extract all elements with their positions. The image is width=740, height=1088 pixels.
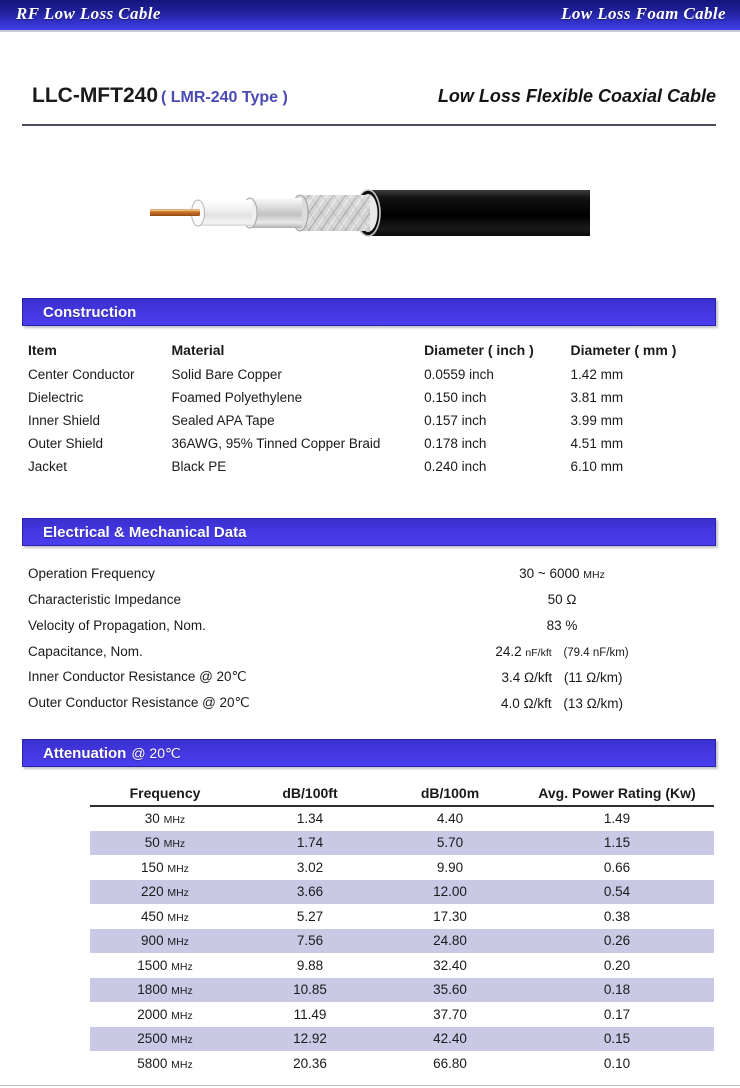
cell-material: Solid Bare Copper: [171, 367, 282, 382]
col-header-material: Material: [171, 341, 225, 358]
freq-unit: MHz: [171, 985, 193, 998]
cell-db100ft: 1.34: [296, 811, 324, 827]
cable-illustration: [150, 160, 590, 260]
construction-table-wrap: [22, 340, 722, 478]
cell-material: 36AWG, 95% Tinned Copper Braid: [171, 436, 381, 451]
cell-db100m: 37.70: [433, 1006, 467, 1022]
cell-value: [412, 586, 712, 612]
cell-item: Dielectric: [28, 390, 84, 405]
table-row: [22, 586, 712, 612]
value-unit: MHz: [583, 568, 605, 581]
foil-tape-layer: [250, 198, 302, 228]
cell-material: Black PE: [171, 459, 227, 474]
cell-db100m: 9.90: [436, 859, 464, 875]
cell-power: 0.17: [603, 1006, 631, 1022]
product-model: [32, 84, 288, 108]
table-row: [90, 1027, 714, 1052]
cell-material: Foamed Polyethylene: [171, 390, 303, 405]
cell-db100ft: 12.92: [240, 1027, 380, 1052]
cell-value: [412, 612, 712, 638]
cell-power: 0.10: [603, 1055, 631, 1071]
cell-frequency: [90, 1051, 240, 1076]
cell-db100ft: 5.27: [296, 908, 324, 924]
cell-db100ft: 7.56: [240, 929, 380, 954]
cell-frequency: [90, 806, 240, 831]
cell-db100m: 5.70: [380, 831, 520, 856]
table-row: [90, 1051, 714, 1076]
cell-mm: 4.51 mm: [570, 436, 624, 451]
freq-unit: MHz: [163, 838, 186, 851]
attenuation-body: [90, 806, 714, 1076]
freq-value: 1800: [137, 982, 168, 998]
model-number: LLC-MFT240: [32, 84, 158, 107]
cell-power: 0.18: [520, 978, 714, 1003]
freq-value: 50: [144, 835, 160, 851]
freq-value: 5800: [137, 1055, 168, 1071]
cell-frequency: [90, 953, 240, 978]
freq-unit: MHz: [167, 911, 189, 924]
value-unit: nF/kft: [525, 646, 552, 659]
cell-db100m: 35.60: [380, 978, 520, 1003]
cell-power: 1.15: [520, 831, 714, 856]
cell-power: 0.20: [603, 957, 631, 973]
freq-unit: MHz: [167, 862, 189, 875]
col-header-diameter-mm: Diameter ( mm ): [570, 341, 677, 358]
table-row: [22, 409, 712, 432]
cell-item: Outer Shield: [28, 436, 104, 451]
cell-frequency: [90, 929, 240, 954]
cell-db100m: 66.80: [433, 1055, 467, 1071]
freq-unit: MHz: [171, 1034, 193, 1047]
product-subtitle: Low Loss Flexible Coaxial Cable: [437, 86, 716, 106]
cell-db100m: 32.40: [433, 957, 467, 973]
table-row: [22, 612, 712, 638]
cell-db100ft: 20.36: [293, 1055, 327, 1071]
freq-value: 900: [141, 933, 164, 949]
table-row: [90, 806, 714, 831]
freq-unit: MHz: [167, 887, 189, 900]
value-secondary: (79.4 nF/km): [563, 646, 629, 659]
cell-label: Capacitance, Nom.: [28, 643, 143, 659]
cell-frequency: [90, 855, 240, 880]
electrical-table: [22, 560, 712, 716]
section-title-electrical: Electrical & Mechanical Data: [43, 524, 247, 541]
cell-value: [412, 638, 712, 664]
table-row: [22, 690, 712, 716]
cell-db100ft: 10.85: [240, 978, 380, 1003]
cell-db100ft: 11.49: [293, 1006, 327, 1022]
freq-value: 1500: [137, 957, 168, 973]
cell-item: Center Conductor: [28, 367, 135, 382]
attenuation-table: [90, 780, 714, 1076]
cell-power: 0.26: [520, 929, 714, 954]
cell-db100ft: 1.74: [240, 831, 380, 856]
cell-label: Inner Conductor Resistance @ 20℃: [28, 669, 247, 684]
attenuation-heading-main: Attenuation: [43, 745, 127, 762]
cell-frequency: [90, 880, 240, 905]
cell-inch: 0.0559 inch: [424, 367, 494, 382]
cell-frequency: [90, 1002, 240, 1027]
product-title-row: [22, 84, 718, 122]
col-header-item: Item: [28, 341, 57, 358]
cell-value: [412, 560, 712, 586]
section-title-attenuation: [43, 745, 181, 762]
cell-power: 1.49: [603, 811, 631, 827]
cell-label: Characteristic Impedance: [28, 591, 182, 607]
freq-unit: MHz: [167, 936, 189, 949]
banner-right-title: Low Loss Foam Cable: [561, 4, 726, 23]
freq-value: 30: [144, 811, 160, 827]
freq-unit: MHz: [163, 814, 186, 827]
value-primary: 3.4 Ω/kft: [501, 669, 553, 685]
table-row: [90, 855, 714, 880]
freq-value: 150: [141, 859, 164, 875]
cell-frequency: [90, 831, 240, 856]
freq-unit: MHz: [171, 1009, 193, 1022]
col-header-db100m: dB/100m: [380, 780, 520, 806]
value-primary: 4.0 Ω/kft: [501, 695, 552, 711]
table-row: [22, 455, 712, 478]
table-row: [22, 386, 712, 409]
freq-value: 2000: [137, 1006, 168, 1022]
cell-frequency: [90, 978, 240, 1003]
cell-db100m: 12.00: [380, 880, 520, 905]
cell-value: [412, 690, 712, 716]
dielectric-layer: [198, 200, 252, 226]
value-secondary: (13 Ω/km): [563, 695, 623, 711]
cell-mm: 3.99 mm: [570, 413, 624, 428]
col-header-frequency: Frequency: [90, 780, 240, 806]
value-primary: 50 Ω: [547, 591, 577, 607]
attenuation-table-wrap: [90, 780, 716, 1076]
table-row: [90, 953, 714, 978]
title-divider: [22, 124, 716, 126]
section-bar-attenuation: [22, 739, 716, 767]
construction-table: [22, 340, 712, 478]
jacket-layer: [368, 190, 590, 236]
cell-inch: 0.150 inch: [424, 390, 487, 405]
freq-value: 2500: [137, 1031, 168, 1047]
cell-inch: 0.240 inch: [424, 459, 487, 474]
cell-label: Operation Frequency: [28, 565, 155, 581]
section-title-construction: Construction: [43, 304, 137, 321]
cell-item: Jacket: [28, 459, 68, 474]
cell-power: 0.38: [603, 908, 631, 924]
cable-cutaway-image: [150, 160, 590, 260]
construction-header-row: [22, 340, 712, 363]
cell-db100m: 24.80: [380, 929, 520, 954]
electrical-table-wrap: [22, 560, 722, 716]
value-primary: 83 %: [546, 617, 578, 633]
cell-db100ft: 3.66: [240, 880, 380, 905]
cell-label: Velocity of Propagation, Nom.: [28, 617, 206, 633]
table-row: [90, 904, 714, 929]
cell-inch: 0.157 inch: [424, 413, 487, 428]
cell-db100ft: 3.02: [296, 859, 324, 875]
cell-label: Outer Conductor Resistance @ 20℃: [28, 695, 250, 710]
section-bar-electrical: [22, 518, 716, 546]
table-row: [22, 560, 712, 586]
table-row: [90, 929, 714, 954]
table-row: [90, 880, 714, 905]
cell-material: Sealed APA Tape: [171, 413, 275, 428]
cell-db100m: 4.40: [436, 811, 464, 827]
freq-value: 450: [141, 908, 164, 924]
cell-power: 0.15: [520, 1027, 714, 1052]
freq-value: 220: [141, 884, 164, 900]
table-row: [90, 831, 714, 856]
attenuation-header-row: [90, 780, 714, 806]
cell-mm: 6.10 mm: [570, 459, 624, 474]
cell-mm: 1.42 mm: [570, 367, 624, 382]
value-primary: 30 ~ 6000: [519, 565, 580, 581]
value-primary: 24.2: [495, 643, 522, 659]
cell-inch: 0.178 inch: [424, 436, 487, 451]
cell-db100ft: 9.88: [296, 957, 324, 973]
page-banner: [0, 0, 740, 32]
page-bottom-rule: [0, 1085, 740, 1086]
model-type: ( LMR-240 Type ): [161, 89, 288, 106]
cell-power: 0.66: [603, 859, 631, 875]
table-row: [90, 1002, 714, 1027]
conductor-highlight: [150, 210, 200, 212]
col-header-diameter-inch: Diameter ( inch ): [424, 341, 534, 358]
table-row: [22, 638, 712, 664]
attenuation-heading-sub: @ 20℃: [131, 745, 181, 761]
cell-frequency: [90, 904, 240, 929]
cell-value: [412, 664, 712, 690]
cell-mm: 3.81 mm: [570, 390, 624, 405]
table-row: [22, 363, 712, 386]
section-bar-construction: [22, 298, 716, 326]
cell-item: Inner Shield: [28, 413, 101, 428]
freq-unit: MHz: [171, 1058, 193, 1071]
col-header-power-rating: Avg. Power Rating (Kw): [520, 780, 714, 806]
table-row: [22, 664, 712, 690]
cell-power: 0.54: [520, 880, 714, 905]
table-row: [90, 978, 714, 1003]
freq-unit: MHz: [171, 960, 193, 973]
table-row: [22, 432, 712, 455]
cell-db100m: 17.30: [433, 908, 467, 924]
value-secondary: (11 Ω/km): [563, 669, 623, 685]
col-header-db100ft: dB/100ft: [240, 780, 380, 806]
banner-left-title: RF Low Loss Cable: [16, 4, 161, 23]
cell-frequency: [90, 1027, 240, 1052]
cell-db100m: 42.40: [380, 1027, 520, 1052]
braid-weave-b: [300, 195, 370, 231]
